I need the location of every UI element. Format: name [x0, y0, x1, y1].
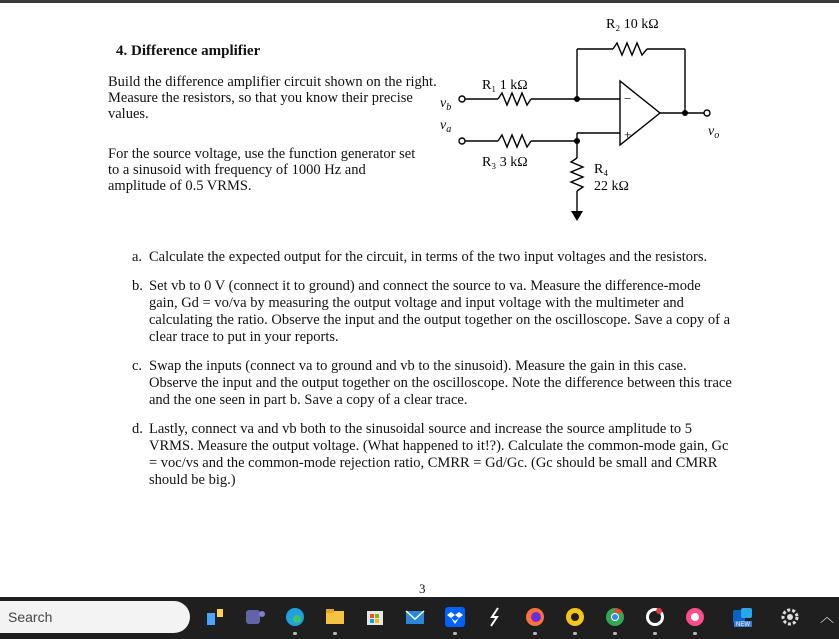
app-icon[interactable] — [483, 605, 507, 629]
ground-symbol — [571, 211, 583, 221]
chevron-up-icon[interactable]: ︿ — [820, 610, 834, 626]
list-item: b. Set vb to 0 V (connect it to ground) and connect the source to va. Measure the difference-mode gain, Gd = vo/va by measuring the output voltage and input voltage with the multimeter and calculating the ratio. Observe the input and the output together on the oscilloscope. Save a copy of a clear trace to put in your reports. — [132, 278, 731, 345]
outlook-new-icon[interactable] — [730, 605, 754, 629]
page-number: 3 — [419, 581, 426, 596]
junction-dot — [574, 138, 580, 144]
list-item: c. Swap the inputs (connect va to ground and vb to the sinusoid). Measure the gain in this case. Observe the input and the output together on the oscilloscope. Note the difference between this trace and the one seen in part b. Save a copy of a clear trace. — [132, 358, 732, 408]
junction-dot — [682, 110, 688, 116]
plus-sign: + — [624, 127, 632, 142]
outlook-icon[interactable] — [683, 605, 707, 629]
vo-label: $v_o$ — [708, 124, 720, 141]
instruction-list — [132, 249, 732, 501]
taskbar-search[interactable]: Search — [0, 601, 190, 633]
r2-label: R₂ 10 kΩ — [606, 17, 659, 32]
list-item: a. Calculate the expected output for the circuit, in terms of the two input voltages and the resistors. — [132, 249, 708, 265]
source-paragraph: For the source voltage, use the function generator set to a sinusoid with frequency of 1000 Hz and amplitude of 0.5 VRMS. — [108, 146, 416, 194]
vb-label: $v_b$ — [440, 96, 452, 113]
taskbar — [0, 597, 839, 639]
new-badge: NEW — [736, 622, 750, 628]
section-title: 4. Difference amplifier — [116, 43, 261, 59]
r4-resistor — [571, 158, 583, 191]
junction-dot — [574, 96, 580, 102]
r1-resistor — [498, 93, 531, 105]
file-explorer-icon[interactable] — [323, 605, 347, 629]
minus-sign: − — [624, 91, 632, 106]
dropbox-icon[interactable] — [443, 605, 467, 629]
va-terminal — [459, 138, 465, 144]
list-item: d. Lastly, connect va and vb both to the sinusoidal source and increase the source amplitude to 5 VRMS. Measure the output voltage. (What happened to it!?). Calculate the common-mode gain, Gc = voc/vs and the common-mode rejection ratio, CMRR = Gd/Gc. (Gc should be small and CMRR should be big.) — [132, 421, 729, 488]
mail-icon[interactable] — [403, 605, 427, 629]
r4-value: 22 kΩ — [594, 179, 629, 194]
intro-paragraph: Build the difference amplifier circuit shown on the right. Measure the resistors, so that you know their precise values. — [108, 74, 437, 122]
r3-resistor — [498, 135, 531, 147]
store-icon[interactable] — [363, 605, 387, 629]
settings-icon[interactable] — [778, 605, 802, 629]
app-icon-2[interactable] — [563, 605, 587, 629]
r3-label: R₃ 3 kΩ — [482, 155, 528, 170]
difference-amplifier-circuit — [420, 3, 750, 238]
widget-icon[interactable] — [203, 605, 227, 629]
r2-resistor — [613, 43, 647, 55]
chrome-icon[interactable] — [603, 605, 627, 629]
vo-terminal — [704, 110, 710, 116]
firefox-icon[interactable] — [523, 605, 547, 629]
r1-label: R₁ 1 kΩ — [482, 78, 528, 93]
va-label: $v_a$ — [440, 118, 452, 135]
r4-name: R₄ — [594, 162, 609, 177]
edge-icon[interactable] — [283, 605, 307, 629]
discord-icon[interactable] — [643, 605, 667, 629]
teams-icon[interactable] — [243, 605, 267, 629]
vb-terminal — [459, 96, 465, 102]
